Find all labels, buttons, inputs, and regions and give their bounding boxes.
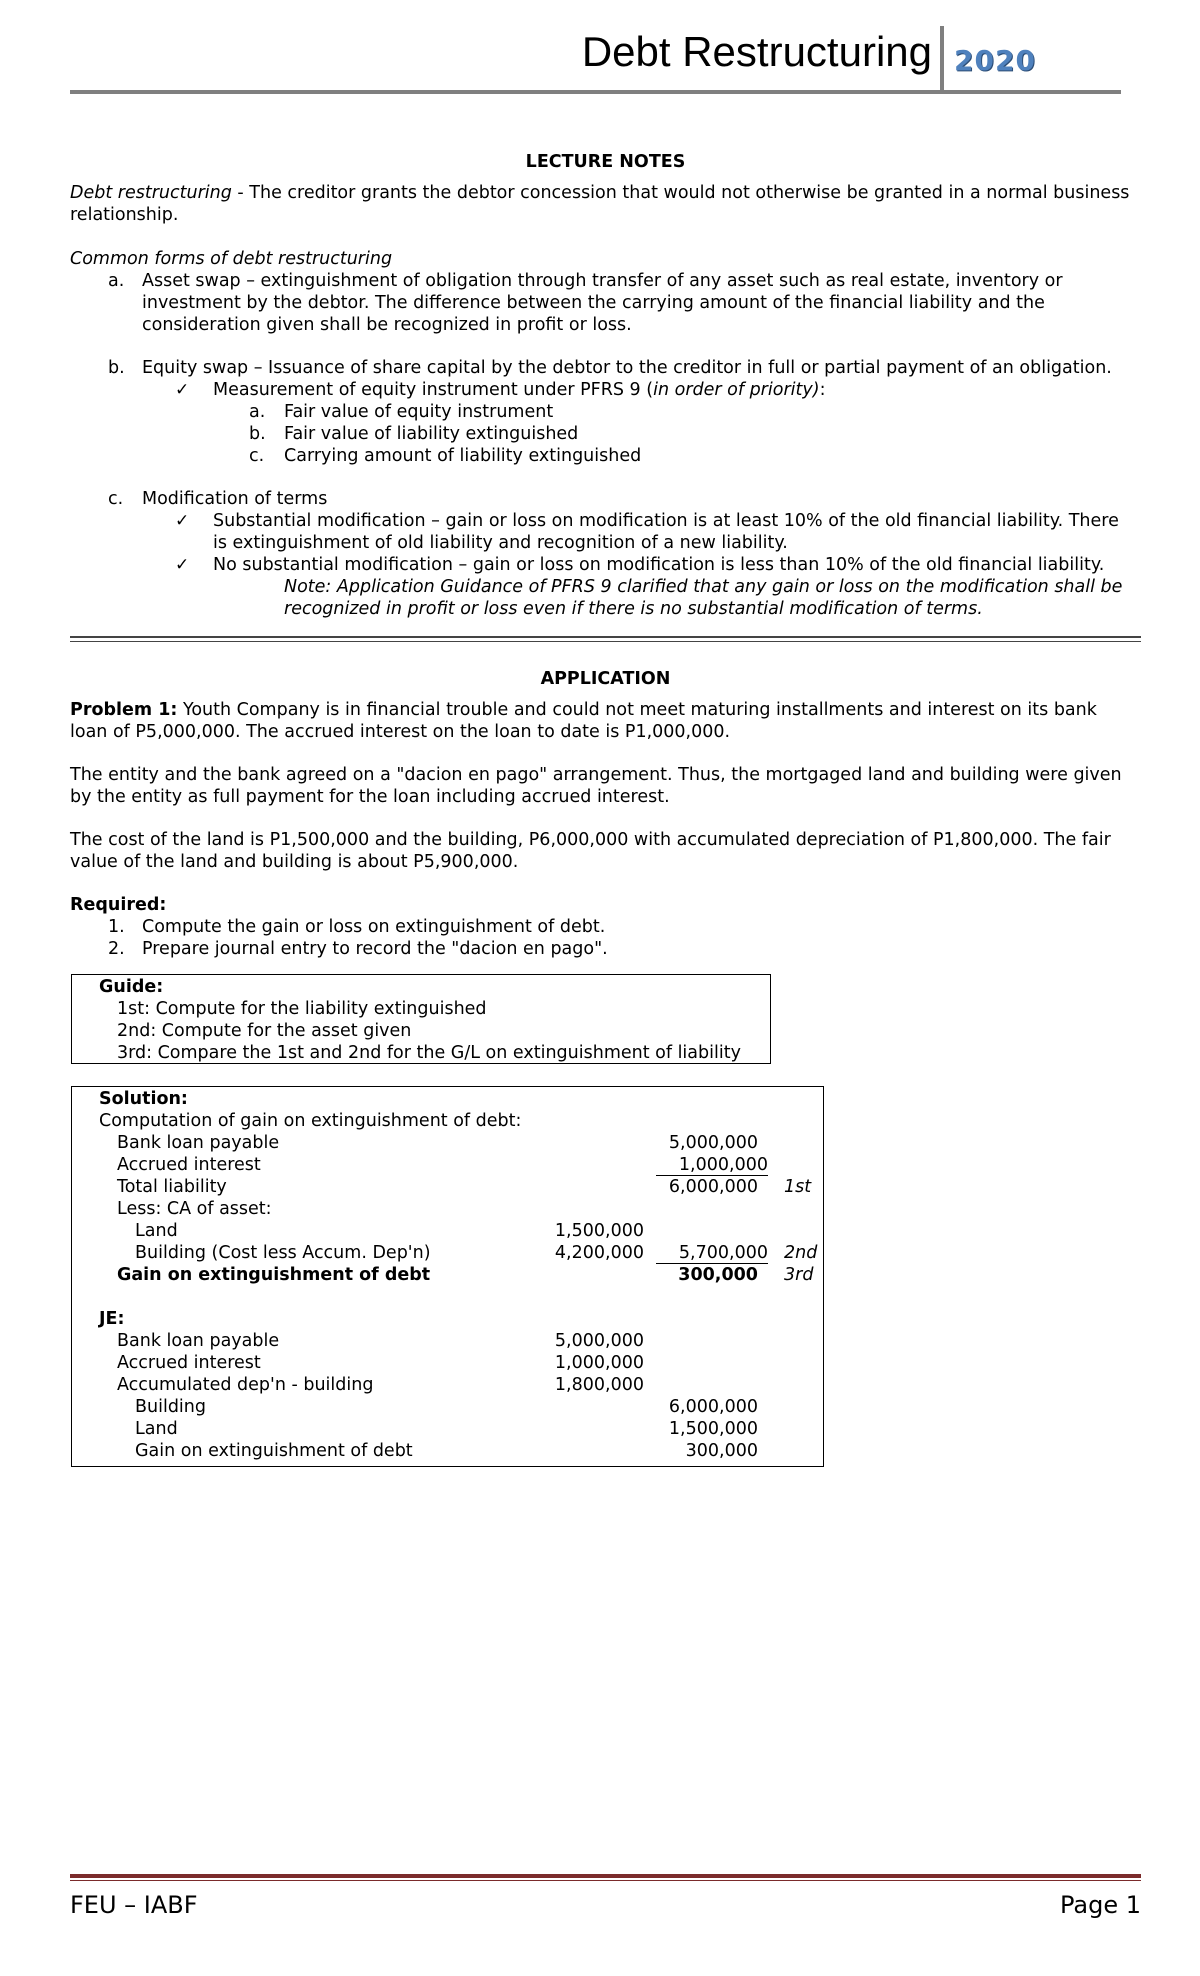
measurement-text: Measurement of equity instrument under PFRS 9 ( bbox=[213, 380, 654, 400]
check-icon: ✓ bbox=[175, 511, 190, 531]
asset-swap-line-3: consideration given shall be recognized in profit or loss. bbox=[142, 315, 632, 335]
je-credit: 6,000,000 bbox=[668, 1397, 758, 1417]
land-amount: 1,500,000 bbox=[554, 1221, 644, 1241]
je-account: Accrued interest bbox=[117, 1353, 261, 1373]
substantial-line-2: is extinguishment of old liability and recognition of a new liability. bbox=[213, 533, 788, 553]
forms-heading: Common forms of debt restructuring bbox=[70, 249, 393, 269]
sub-item: Fair value of equity instrument bbox=[284, 402, 554, 422]
measurement-line bbox=[213, 379, 825, 401]
accrued-amount: 1,000,000 bbox=[656, 1154, 768, 1176]
required-marker: 2. bbox=[108, 939, 125, 959]
step-tag-1st: 1st bbox=[784, 1177, 812, 1197]
header-rule bbox=[70, 90, 1121, 94]
building-label: Building (Cost less Accum. Dep'n) bbox=[135, 1243, 431, 1263]
guide-step: 1st: Compute for the liability extinguished bbox=[117, 999, 487, 1019]
bank-loan-amount: 5,000,000 bbox=[668, 1133, 758, 1153]
application-heading: APPLICATION bbox=[540, 669, 671, 689]
definition-text: - The creditor grants the debtor concession that would not otherwise be granted in a normal business bbox=[231, 183, 1130, 203]
page-number: Page 1 bbox=[1060, 1891, 1141, 1919]
definition-line-1 bbox=[70, 182, 1129, 204]
note-line-1: Note: Application Guidance of PFRS 9 clarified that any gain or loss on the modification shall be bbox=[284, 577, 1123, 597]
required-item: Compute the gain or loss on extinguishment of debt. bbox=[142, 917, 606, 937]
je-account: Land bbox=[135, 1419, 178, 1439]
list-marker-b: b. bbox=[108, 358, 125, 378]
sub-marker: b. bbox=[249, 424, 266, 444]
problem-line-1 bbox=[70, 699, 1097, 721]
definition-term: Debt restructuring bbox=[70, 183, 232, 203]
solution-title: Solution: bbox=[99, 1089, 188, 1109]
lecture-heading: LECTURE NOTES bbox=[525, 152, 686, 172]
asset-total-amount: 5,700,000 bbox=[656, 1242, 768, 1264]
note-line-2: recognized in profit or loss even if there is no substantial modification of terms. bbox=[284, 599, 983, 619]
guide-title: Guide: bbox=[99, 977, 164, 997]
bank-loan-label: Bank loan payable bbox=[117, 1133, 280, 1153]
je-credit: 300,000 bbox=[685, 1441, 758, 1461]
dacion-line-2: by the entity as full payment for the loan including accrued interest. bbox=[70, 787, 670, 807]
guide-step: 2nd: Compute for the asset given bbox=[117, 1021, 412, 1041]
building-amount: 4,200,000 bbox=[554, 1243, 644, 1263]
je-account: Building bbox=[135, 1397, 206, 1417]
guide-step: 3rd: Compare the 1st and 2nd for the G/L on extinguishment of liability bbox=[117, 1043, 741, 1063]
asset-swap-line-1: Asset swap – extinguishment of obligation through transfer of any asset such as real estate, inventory or bbox=[142, 271, 1063, 291]
cost-line-1: The cost of the land is P1,500,000 and the building, P6,000,000 with accumulated depreciation of P1,800,000. The fair bbox=[70, 830, 1111, 850]
document-title: Debt Restructuring bbox=[581, 28, 932, 75]
footer-org: FEU – IABF bbox=[70, 1891, 198, 1919]
land-label: Land bbox=[135, 1221, 178, 1241]
step-tag-2nd: 2nd bbox=[784, 1243, 818, 1263]
sub-marker: a. bbox=[249, 402, 266, 422]
je-debit: 1,800,000 bbox=[554, 1375, 644, 1395]
required-item: Prepare journal entry to record the "dacion en pago". bbox=[142, 939, 608, 959]
sub-marker: c. bbox=[249, 446, 265, 466]
step-tag-3rd: 3rd bbox=[784, 1265, 814, 1285]
je-account: Accumulated dep'n - building bbox=[117, 1375, 374, 1395]
list-marker-a: a. bbox=[108, 271, 125, 291]
cost-line-2: value of the land and building is about P5,900,000. bbox=[70, 852, 519, 872]
asset-swap-line-2: investment by the debtor. The difference between the carrying amount of the financial liability and the bbox=[142, 293, 1045, 313]
footer-rule bbox=[70, 1874, 1141, 1878]
check-icon: ✓ bbox=[175, 380, 190, 400]
definition-line-2: relationship. bbox=[70, 205, 179, 225]
substantial-line-1: Substantial modification – gain or loss on modification is at least 10% of the old financial liability. There bbox=[213, 511, 1119, 531]
gain-label: Gain on extinguishment of debt bbox=[117, 1265, 431, 1285]
equity-swap-line: Equity swap – Issuance of share capital by the debtor to the creditor in full or partial payment of an obligation. bbox=[142, 358, 1112, 378]
problem-text: Youth Company is in financial trouble and could not meet maturing installments and interest on its bank bbox=[177, 700, 1097, 720]
modification-line: Modification of terms bbox=[142, 489, 328, 509]
gain-amount: 300,000 bbox=[678, 1265, 758, 1285]
dacion-line-1: The entity and the bank agreed on a "dacion en pago" arrangement. Thus, the mortgaged land and building were given bbox=[70, 765, 1122, 785]
header-divider bbox=[940, 26, 944, 94]
je-debit: 5,000,000 bbox=[554, 1331, 644, 1351]
check-icon: ✓ bbox=[175, 555, 190, 575]
less-ca-label: Less: CA of asset: bbox=[117, 1199, 272, 1219]
problem-line-2: loan of P5,000,000. The accrued interest on the loan to date is P1,000,000. bbox=[70, 722, 731, 742]
je-title: JE: bbox=[99, 1309, 125, 1329]
computation-heading: Computation of gain on extinguishment of debt: bbox=[99, 1111, 522, 1131]
je-account: Bank loan payable bbox=[117, 1331, 280, 1351]
je-debit: 1,000,000 bbox=[554, 1353, 644, 1373]
section-divider-thin bbox=[70, 641, 1141, 642]
sub-item: Fair value of liability extinguished bbox=[284, 424, 579, 444]
problem-label: Problem 1: bbox=[70, 700, 178, 720]
footer-rule-thin bbox=[70, 1880, 1141, 1881]
document-year: 2020 bbox=[954, 44, 1036, 77]
total-liability-label: Total liability bbox=[117, 1177, 227, 1197]
required-marker: 1. bbox=[108, 917, 125, 937]
no-substantial-line: No substantial modification – gain or loss on modification is less than 10% of the old financial liability. bbox=[213, 555, 1105, 575]
sub-item: Carrying amount of liability extinguished bbox=[284, 446, 642, 466]
list-marker-c: c. bbox=[108, 489, 124, 509]
je-credit: 1,500,000 bbox=[668, 1419, 758, 1439]
je-account: Gain on extinguishment of debt bbox=[135, 1441, 413, 1461]
total-liability-amount: 6,000,000 bbox=[668, 1177, 758, 1197]
section-divider bbox=[70, 636, 1141, 638]
measurement-colon: : bbox=[819, 380, 826, 400]
accrued-label: Accrued interest bbox=[117, 1155, 261, 1175]
measurement-priority: in order of priority) bbox=[653, 380, 820, 400]
required-label: Required: bbox=[70, 895, 167, 915]
